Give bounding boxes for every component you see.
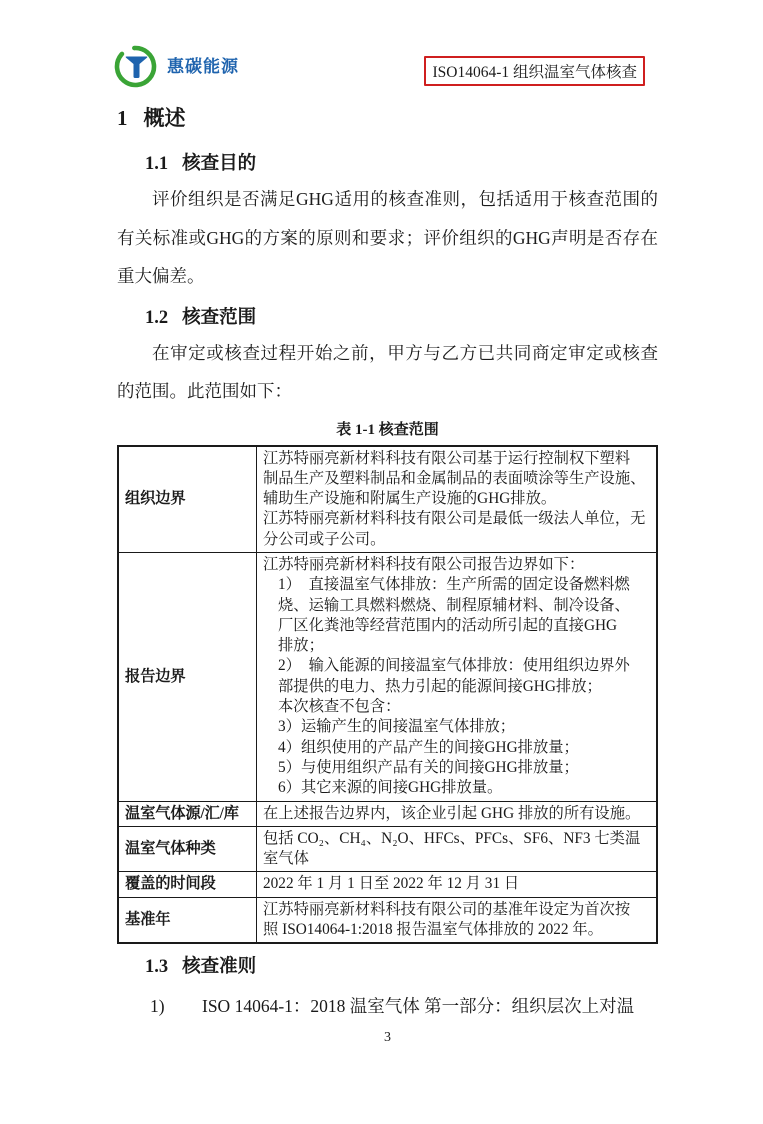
document-page	[0, 44, 763, 1046]
paragraph-verification-scope: 在审定或核查过程开始之前，甲方与乙方已共同商定审定或核查的范围。此范围如下：	[117, 342, 658, 401]
heading-number: 1.2	[145, 307, 169, 328]
page-content	[117, 102, 658, 1046]
cell-line: 本次核查不包含：	[278, 698, 401, 716]
list-marker: 1)	[150, 996, 165, 1017]
heading-verification-purpose	[145, 149, 658, 175]
heading-number: 1.1	[145, 154, 169, 174]
cell-line: 辅助生产设施和附属生产设施的GHG排放。	[263, 490, 557, 508]
criteria-list-item-1	[150, 991, 658, 1021]
table-row-reporting-boundary	[118, 552, 657, 801]
heading-title: 核查准则	[182, 957, 257, 978]
cell-line: 2） 输入能源的间接温室气体排放：使用组织边界外	[278, 657, 630, 675]
cell-line: 照 ISO14064-1:2018 报告温室气体排放的 2022 年。	[263, 921, 603, 939]
cell-line: 制品生产及塑料制品和金属制品的表面喷涂等生产设施、	[263, 469, 646, 487]
cell-line: 江苏特丽亮新材料科技有限公司报告边界如下：	[263, 555, 585, 573]
logo	[113, 44, 239, 89]
table-row-organization-boundary	[118, 446, 657, 553]
cell-line: 室气体	[263, 850, 309, 868]
cell-line: 排放；	[278, 637, 324, 655]
row-label: 覆盖的时间段	[118, 872, 257, 897]
cell-line: 1） 直接温室气体排放：生产所需的固定设备燃料燃	[278, 576, 630, 594]
cell-line: 6）其它来源的间接GHG排放量。	[278, 779, 503, 797]
list-text: ISO 14064-1：2018 温室气体 第一部分：组织层次上对温	[202, 996, 635, 1017]
cell-line: 5）与使用组织产品有关的间接GHG排放量；	[278, 758, 579, 776]
heading-number: 1.3	[145, 957, 169, 978]
logo-icon	[113, 44, 158, 89]
cell-line: 部提供的电力、热力引起的能源间接GHG排放；	[278, 677, 602, 695]
row-value	[257, 897, 658, 943]
cell-line: 3）运输产生的间接温室气体排放；	[278, 718, 516, 736]
cell-line: 烧、运输工具燃料燃烧、制程原辅材料、制冷设备、	[278, 596, 630, 614]
row-value	[257, 801, 658, 826]
scope-table	[117, 445, 658, 945]
table-caption: 表 1-1 核查范围	[336, 421, 439, 438]
row-label: 组织边界	[118, 446, 257, 553]
table-row-base-year	[118, 897, 657, 943]
cell-line: 2022 年 1 月 1 日至 2022 年 12 月 31 日	[263, 875, 520, 893]
cell-line: 厂区化粪池等经营范围内的活动所引起的直接GHG	[278, 616, 618, 634]
cell-line: 在上述报告边界内，该企业引起 GHG 排放的所有设施。	[263, 804, 641, 822]
row-label: 报告边界	[118, 552, 257, 801]
row-value	[257, 552, 658, 801]
cell-line: 分公司或子公司。	[263, 530, 386, 548]
row-label: 温室气体源/汇/库	[118, 801, 257, 826]
cell-line: 江苏特丽亮新材料科技有限公司是最低一级法人单位，无	[263, 510, 646, 528]
logo-text: 惠碳能源	[167, 57, 239, 76]
row-value	[257, 872, 658, 897]
page-header	[113, 44, 645, 89]
table-row-ghg-types	[118, 826, 657, 872]
row-label: 温室气体种类	[118, 826, 257, 872]
cell-line: 4）组织使用的产品产生的间接GHG排放量；	[278, 738, 579, 756]
cell-line: 江苏特丽亮新材料科技有限公司的基准年设定为首次按	[263, 900, 631, 918]
heading-title: 核查范围	[182, 307, 257, 328]
paragraph-verification-purpose: 评价组织是否满足GHG适用的核查准则，包括适用于核查范围的有关标准或GHG的方案的原则和要求；评价组织的GHG声明是否存在重大偏差。	[117, 189, 658, 286]
heading-title: 核查目的	[182, 154, 257, 174]
heading-overview	[117, 102, 658, 132]
row-value	[257, 826, 658, 872]
row-value	[257, 446, 658, 553]
heading-title: 概述	[143, 106, 186, 130]
row-label: 基准年	[118, 897, 257, 943]
page-number: 3	[384, 1030, 391, 1046]
heading-number: 1	[117, 106, 128, 130]
heading-verification-criteria	[145, 952, 658, 978]
cell-line: 包括 CO₂、CH₄、N₂O、HFCs、PFCs、SF6、NF3 七类温	[263, 829, 641, 847]
header-doc-title: ISO14064-1 组织温室气体核查	[424, 56, 645, 86]
table-row-ghg-sources-sinks	[118, 801, 657, 826]
cell-line: 江苏特丽亮新材料科技有限公司基于运行控制权下塑料	[263, 449, 631, 467]
heading-verification-scope	[145, 303, 658, 329]
table-row-time-period	[118, 872, 657, 897]
